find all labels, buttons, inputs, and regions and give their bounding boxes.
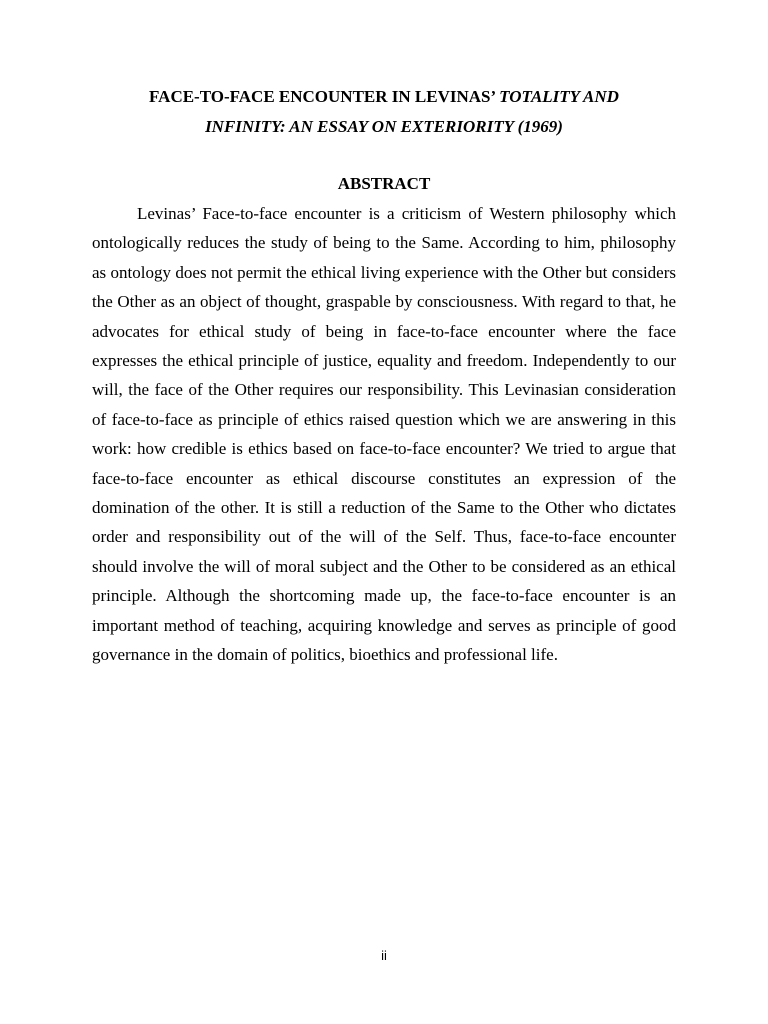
title-book-name-line1: TOTALITY AND	[499, 87, 619, 106]
page-number: ii	[381, 948, 387, 963]
abstract-heading: ABSTRACT	[337, 174, 431, 193]
title-book-name-line2: INFINITY: AN ESSAY ON EXTERIORITY (1969)	[205, 117, 563, 136]
document-title	[92, 82, 676, 142]
abstract-paragraph: Levinas’ Face-to-face encounter is a criticism of Western philosophy which ontologically reduces the study of being to the Same. According to him, philosophy as ontology does not permit the ethical living experience with the Other but considers the Other as an object of thought, graspable by consciousness. With regard to that, he advocates for ethical study of being in face-to-face encounter where the face expresses the ethical principle of justice, equality and freedom. Independently to our will, the face of the Other requires our responsibility. This Levinasian consideration of face-to-face as principle of ethics raised question which we are answering in this work: how credible is ethics based on face-to-face encounter? We tried to argue that face-to-face encounter as ethical discourse constitutes an expression of the domination of the other. It is still a reduction of the Same to the Other who dictates order and responsibility out of the will of the Self. Thus, face-to-face encounter should involve the will of moral subject and the Other to be considered as an ethical principle. Although the shortcoming made up, the face-to-face encounter is an important method of teaching, acquiring knowledge and serves as principle of good governance in the domain of politics, bioethics and professional life.	[92, 204, 676, 665]
title-text: FACE-TO-FACE ENCOUNTER IN LEVINAS’	[149, 87, 500, 106]
